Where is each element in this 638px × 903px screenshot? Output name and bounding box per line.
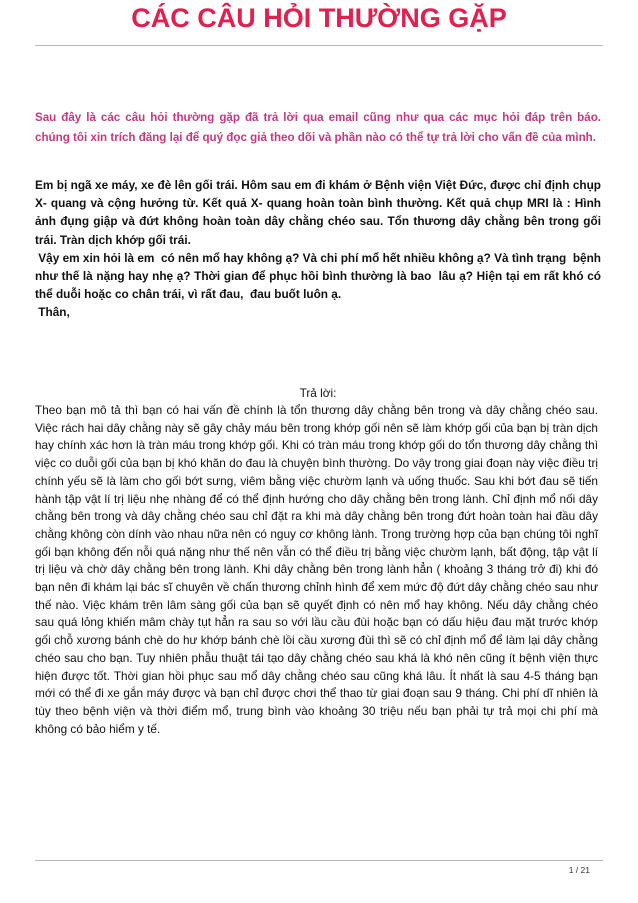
question-block (35, 176, 605, 322)
header-divider (35, 45, 603, 46)
question-paragraph: Em bị ngã xe máy, xe đè lên gối trái. Hôm sau em đi khám ở Bệnh viện Việt Đức, được chỉ định chụp X- quang và cộng hưởng từ. Kết quả X- quang hoàn toàn bình thường. Kết quả chụp MRI là : Hình ảnh đụng giập và đứt không hoàn toàn dây chằng chéo sau. Tổn thương dây chằng bên trong gối trái. Tràn dịch khớp gối trái. (35, 178, 601, 247)
document-title: CÁC CÂU HỎI THƯỜNG GẶP (131, 3, 507, 33)
question-paragraph: Vậy em xin hỏi là em có nên mổ hay không ạ? Và chi phí mổ hết nhiều không ạ? Và tình trạng bệnh như thế là nặng hay nhẹ ạ? Thời gian để phục hồi bình thường là bao lâu ạ? Hiện tại em rất khó có thể duỗi hoặc co chân trái, vì rất đau, đau buốt luôn ạ. (35, 250, 605, 302)
intro-paragraph: Sau đây là các câu hỏi thường gặp đã trả lời qua email cũng như qua các mục hỏi đáp trên báo. chúng tôi xin trích đăng lại để quý đọc giả theo dõi và phần nào có thể tự trả lời cho vấn đề của mình. (35, 111, 601, 144)
page-number: 1 / 21 (568, 865, 590, 875)
footer-divider (35, 860, 603, 861)
question-signoff: Thân, (35, 305, 70, 320)
answer-paragraph: Theo bạn mô tả thì bạn có hai vấn đề chính là tổn thương dây chằng bên trong và dây chằng chéo sau. Việc rách hai dây chằng này sẽ gây chảy máu bên trong khớp gối nên sẽ làm khớp gối của bạn bị tràn dịch hay chính xác hơn là tràn máu trong khớp gối. Khi có tràn máu trong khớp gối do tổn thương dây chằng thì việc co duỗi gối của bạn bị khó khăn do đau là chuyện bình thường. Do vậy trong giai đoạn này việc điều trị chính yếu sẽ là làm cho gối bớt sưng, viêm bằng việc chườm lạnh và uống thuốc. Sau khi bớt đau sẽ tiến hành tập vật lí trị liệu nhẹ nhàng để có thể định hướng cho dây chằng bên trong lành. Chỉ định mổ nối dây chằng bên trong và dây chằng chéo sau chỉ đặt ra khi mà dây chằng bên trong đứt hoàn toàn hai đầu dây chằng không còn dính vào nhau nữa nên có nguy cơ không lành. Trong trường hợp của bạn chúng tôi nghĩ gối bạn không đến nỗi quá nặng như thế nên vẫn có thể điều trị bằng việc chườm lạnh, bất động, tập vật lí trị liệu và chờ dây chằng bên trong lành. Khi dây chằng bên trong lành hẳn ( khoảng 3 tháng trở đi) khi đó bạn nên đi khám lại bác sĩ chuyên về chấn thương chỉnh hình để xem mức độ đứt dây chằng chéo sau như thế nào. Việc khám trên lâm sàng gối của bạn sẽ quyết định có nên mổ hay không. Nếu dây chằng chéo sau quá lỏng khiến mâm chày tụt hẳn ra sau so với lầu cầu đùi hoặc bạn có dấu hiệu đau mặt trước khớp gối chỗ xương bánh chè do hư khớp bánh chè lồi cầu xương đùi thì sẽ có chỉ định mổ để làm lại dây chằng chéo sau cho bạn. Tuy nhiên phẫu thuật tái tạo dây chằng chéo sau khá là khó nên cũng ít bệnh viện thực hiện được tốt. Thời gian hồi phục sau mổ dây chằng chéo sau cũng khá lâu. Ít nhất là sau 4-5 tháng bạn mới có thể đi xe gắn máy được và bạn chỉ được chơi thể thao từ giai đoạn sau 9 tháng. Chi phí dĩ nhiên là tùy theo bệnh viện và thời điểm mổ, trung bình vào khoảng 30 triệu nếu bạn phải tự trả mọi chi phí mà không có bảo hiểm y tế. (35, 403, 598, 736)
answer-heading: Trả lời: (299, 386, 337, 400)
